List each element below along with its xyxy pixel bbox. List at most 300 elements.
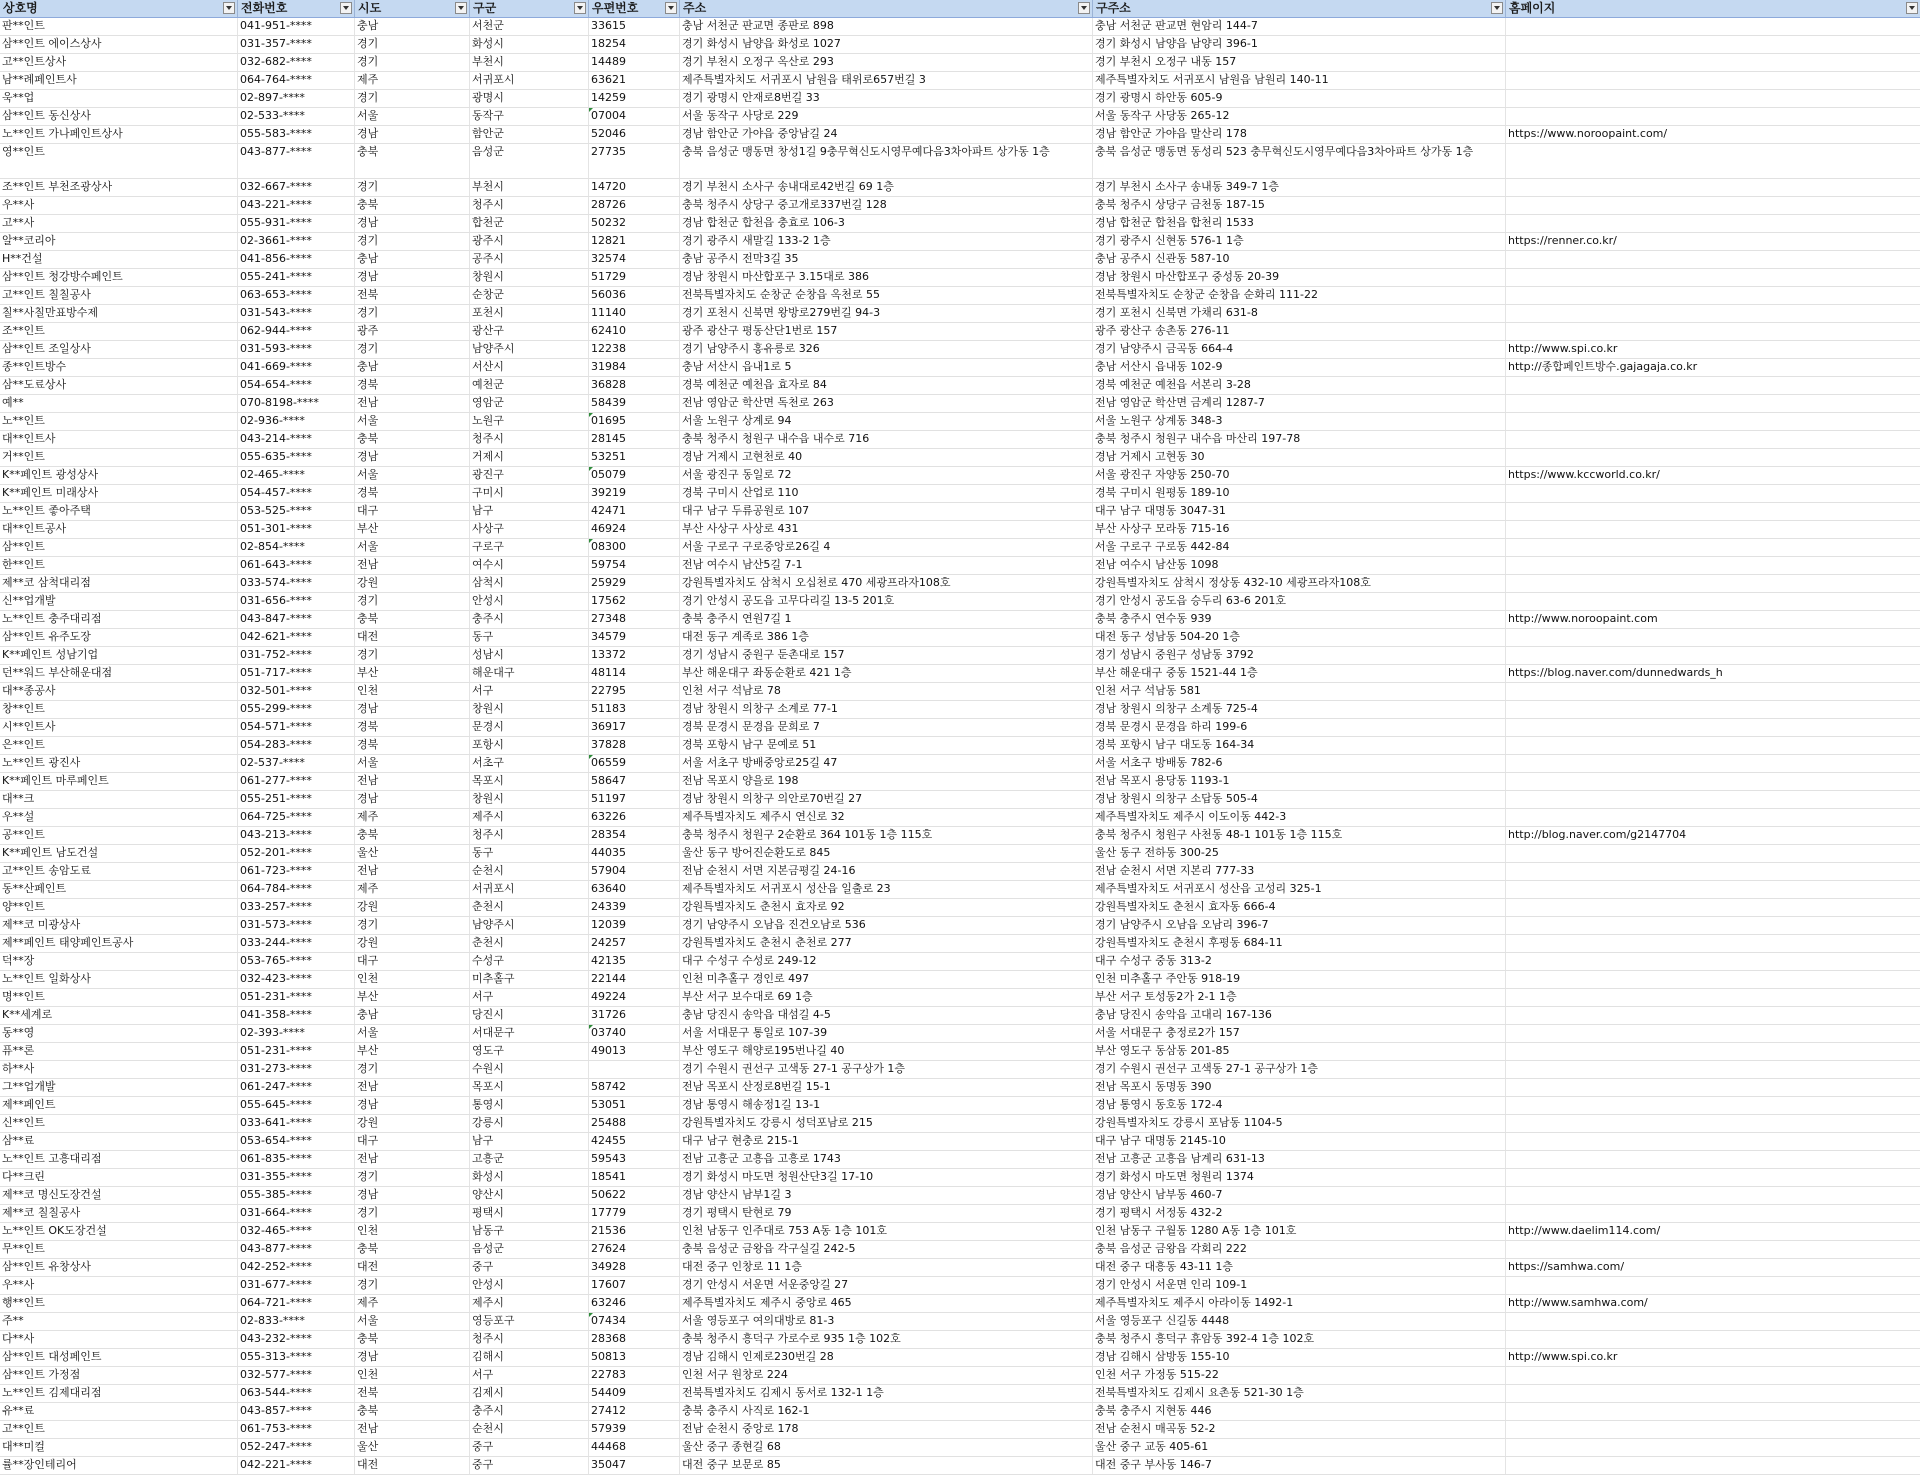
cell-postal-code[interactable]: 51729 <box>589 269 680 286</box>
cell-province[interactable]: 충북 <box>355 431 470 448</box>
cell-address[interactable]: 강원특별자치도 춘천시 춘천로 277 <box>680 935 1093 952</box>
cell-address[interactable]: 전남 여수시 남산5길 7-1 <box>680 557 1093 574</box>
cell-district[interactable]: 영암군 <box>470 395 589 412</box>
cell-homepage[interactable] <box>1506 449 1920 466</box>
cell-district[interactable]: 김해시 <box>470 1349 589 1366</box>
cell-province[interactable]: 부산 <box>355 989 470 1006</box>
cell-address[interactable]: 전남 영암군 학산면 독천로 263 <box>680 395 1093 412</box>
cell-homepage[interactable] <box>1506 395 1920 412</box>
cell-old-address[interactable]: 전남 여수시 남산동 1098 <box>1093 557 1506 574</box>
cell-phone[interactable]: 043-232-**** <box>238 1331 355 1348</box>
cell-postal-code[interactable]: 22783 <box>589 1367 680 1384</box>
cell-district[interactable]: 문경시 <box>470 719 589 736</box>
cell-district[interactable]: 중구 <box>470 1259 589 1276</box>
cell-postal-code[interactable]: 42135 <box>589 953 680 970</box>
cell-phone[interactable]: 02-537-**** <box>238 755 355 772</box>
cell-district[interactable]: 당진시 <box>470 1007 589 1024</box>
cell-homepage[interactable] <box>1506 485 1920 502</box>
cell-old-address[interactable]: 전북특별자치도 순창군 순창읍 순화리 111-22 <box>1093 287 1506 304</box>
cell-province[interactable]: 전남 <box>355 1151 470 1168</box>
cell-province[interactable]: 서울 <box>355 467 470 484</box>
cell-company-name[interactable]: 삼**인트 조일상사 <box>0 341 238 358</box>
cell-company-name[interactable]: 은**인트 <box>0 737 238 754</box>
cell-postal-code[interactable]: 58439 <box>589 395 680 412</box>
cell-province[interactable]: 대구 <box>355 1133 470 1150</box>
cell-phone[interactable]: 032-423-**** <box>238 971 355 988</box>
cell-address[interactable]: 경남 창원시 의창구 소계로 77-1 <box>680 701 1093 718</box>
cell-homepage[interactable] <box>1506 1025 1920 1042</box>
cell-district[interactable]: 제주시 <box>470 1295 589 1312</box>
cell-postal-code[interactable]: 13372 <box>589 647 680 664</box>
cell-company-name[interactable]: 삼**인트 청강방수페인트 <box>0 269 238 286</box>
cell-postal-code[interactable]: 35047 <box>589 1457 680 1474</box>
cell-province[interactable]: 대전 <box>355 1259 470 1276</box>
cell-district[interactable]: 부천시 <box>470 54 589 71</box>
cell-address[interactable]: 광주 광산구 평동산단1번로 157 <box>680 323 1093 340</box>
cell-company-name[interactable]: 신**인트 <box>0 1115 238 1132</box>
cell-postal-code[interactable]: 42455 <box>589 1133 680 1150</box>
cell-province[interactable]: 강원 <box>355 1115 470 1132</box>
cell-old-address[interactable]: 서울 구로구 구로동 442-84 <box>1093 539 1506 556</box>
cell-old-address[interactable]: 대전 중구 부사동 146-7 <box>1093 1457 1506 1474</box>
cell-province[interactable]: 경기 <box>355 233 470 250</box>
cell-province[interactable]: 인천 <box>355 1367 470 1384</box>
cell-address[interactable]: 경남 함안군 가야읍 중앙남길 24 <box>680 126 1093 143</box>
cell-homepage[interactable]: https://www.kccworld.co.kr/ <box>1508 468 1660 481</box>
cell-homepage[interactable] <box>1506 917 1920 934</box>
cell-company-name[interactable]: 동**산페인트 <box>0 881 238 898</box>
cell-province[interactable]: 서울 <box>355 413 470 430</box>
cell-homepage[interactable] <box>1506 1115 1920 1132</box>
filter-dropdown-icon[interactable] <box>1906 2 1918 14</box>
cell-homepage[interactable] <box>1506 1421 1920 1438</box>
cell-province[interactable]: 경기 <box>355 1205 470 1222</box>
cell-postal-code[interactable]: 25929 <box>589 575 680 592</box>
cell-homepage[interactable] <box>1506 144 1920 178</box>
cell-district[interactable]: 서구 <box>470 683 589 700</box>
cell-phone[interactable]: 053-654-**** <box>238 1133 355 1150</box>
cell-district[interactable]: 합천군 <box>470 215 589 232</box>
cell-postal-code[interactable]: 56036 <box>589 287 680 304</box>
cell-company-name[interactable]: 시**인트사 <box>0 719 238 736</box>
cell-address[interactable]: 충남 서산시 읍내1로 5 <box>680 359 1093 376</box>
cell-company-name[interactable]: 삼**인트 에이스상사 <box>0 36 238 53</box>
cell-phone[interactable]: 070-8198-**** <box>238 395 355 412</box>
cell-old-address[interactable]: 전남 목포시 동명동 390 <box>1093 1079 1506 1096</box>
cell-province[interactable]: 경기 <box>355 90 470 107</box>
cell-old-address[interactable]: 경북 구미시 원평동 189-10 <box>1093 485 1506 502</box>
cell-phone[interactable]: 031-273-**** <box>238 1061 355 1078</box>
cell-address[interactable]: 제주특별자치도 제주시 연신로 32 <box>680 809 1093 826</box>
cell-homepage[interactable]: http://종합페인트방수.gajagaja.co.kr <box>1508 360 1698 373</box>
cell-company-name[interactable]: 유**료 <box>0 1403 238 1420</box>
cell-company-name[interactable]: 삼**인트 동신상사 <box>0 108 238 125</box>
cell-address[interactable]: 전남 순천시 서면 지본금평길 24-16 <box>680 863 1093 880</box>
cell-district[interactable]: 수성구 <box>470 953 589 970</box>
cell-old-address[interactable]: 서울 서초구 방배동 782-6 <box>1093 755 1506 772</box>
cell-company-name[interactable]: 대**미컬 <box>0 1439 238 1456</box>
cell-postal-code[interactable]: 34928 <box>589 1259 680 1276</box>
cell-homepage[interactable] <box>1506 1385 1920 1402</box>
column-header-address[interactable] <box>680 0 1093 17</box>
cell-address[interactable]: 인천 서구 원창로 224 <box>680 1367 1093 1384</box>
cell-district[interactable]: 남동구 <box>470 1223 589 1240</box>
cell-postal-code[interactable]: 14259 <box>589 90 680 107</box>
cell-phone[interactable]: 031-357-**** <box>238 36 355 53</box>
cell-old-address[interactable]: 경기 광주시 신현동 576-1 1층 <box>1093 233 1506 250</box>
cell-old-address[interactable]: 대구 수성구 중동 313-2 <box>1093 953 1506 970</box>
cell-company-name[interactable]: 종**인트방수 <box>0 359 238 376</box>
cell-company-name[interactable]: 한**인트 <box>0 557 238 574</box>
cell-postal-code[interactable]: 14489 <box>589 54 680 71</box>
cell-homepage[interactable] <box>1506 377 1920 394</box>
cell-old-address[interactable]: 부산 서구 토성동2가 2-1 1층 <box>1093 989 1506 1006</box>
cell-homepage[interactable] <box>1506 269 1920 286</box>
cell-old-address[interactable]: 제주특별자치도 서귀포시 성산읍 고성리 325-1 <box>1093 881 1506 898</box>
cell-old-address[interactable]: 서울 서대문구 충정로2가 157 <box>1093 1025 1506 1042</box>
cell-province[interactable]: 부산 <box>355 521 470 538</box>
cell-homepage[interactable] <box>1506 431 1920 448</box>
cell-province[interactable]: 경남 <box>355 1097 470 1114</box>
cell-district[interactable]: 서구 <box>470 1367 589 1384</box>
filter-dropdown-icon[interactable] <box>1078 2 1090 14</box>
cell-postal-code[interactable]: 50813 <box>589 1349 680 1366</box>
cell-phone[interactable]: 032-682-**** <box>238 54 355 71</box>
cell-homepage[interactable] <box>1506 575 1920 592</box>
cell-postal-code[interactable]: 52046 <box>589 126 680 143</box>
cell-district[interactable]: 서구 <box>470 989 589 1006</box>
cell-address[interactable]: 충북 청주시 청원구 내수읍 내수로 716 <box>680 431 1093 448</box>
cell-old-address[interactable]: 전남 순천시 서면 지본리 777-33 <box>1093 863 1506 880</box>
cell-postal-code[interactable]: 53051 <box>589 1097 680 1114</box>
cell-homepage[interactable] <box>1506 1277 1920 1294</box>
cell-old-address[interactable]: 인천 미추홀구 주안동 918-19 <box>1093 971 1506 988</box>
cell-province[interactable]: 충남 <box>355 359 470 376</box>
cell-phone[interactable]: 055-299-**** <box>238 701 355 718</box>
cell-old-address[interactable]: 경기 성남시 중원구 성남동 3792 <box>1093 647 1506 664</box>
cell-old-address[interactable]: 서울 영등포구 신길동 4448 <box>1093 1313 1506 1330</box>
cell-old-address[interactable]: 대구 남구 대명동 2145-10 <box>1093 1133 1506 1150</box>
cell-address[interactable]: 전남 목포시 양을로 198 <box>680 773 1093 790</box>
cell-district[interactable]: 창원시 <box>470 791 589 808</box>
cell-old-address[interactable]: 충북 청주시 상당구 금천동 187-15 <box>1093 197 1506 214</box>
cell-province[interactable]: 충북 <box>355 1241 470 1258</box>
cell-company-name[interactable]: 우**사 <box>0 197 238 214</box>
cell-address[interactable]: 경북 포항시 남구 문예로 51 <box>680 737 1093 754</box>
cell-old-address[interactable]: 서울 노원구 상계동 348-3 <box>1093 413 1506 430</box>
cell-province[interactable]: 경기 <box>355 917 470 934</box>
cell-address[interactable]: 제주특별자치도 제주시 중앙로 465 <box>680 1295 1093 1312</box>
cell-postal-code[interactable]: 32574 <box>589 251 680 268</box>
cell-homepage[interactable] <box>1506 179 1920 196</box>
cell-homepage[interactable] <box>1506 413 1920 430</box>
cell-homepage[interactable] <box>1506 881 1920 898</box>
cell-company-name[interactable]: 하**사 <box>0 1061 238 1078</box>
column-header-district[interactable] <box>470 0 589 17</box>
cell-company-name[interactable]: 삼**도료상사 <box>0 377 238 394</box>
cell-company-name[interactable]: 대**크 <box>0 791 238 808</box>
cell-company-name[interactable]: 삼**인트 <box>0 539 238 556</box>
cell-address[interactable]: 경기 남양주시 오남읍 진건오남로 536 <box>680 917 1093 934</box>
cell-postal-code[interactable]: 63246 <box>589 1295 680 1312</box>
cell-address[interactable]: 경남 양산시 남부1길 3 <box>680 1187 1093 1204</box>
cell-province[interactable]: 경북 <box>355 719 470 736</box>
cell-company-name[interactable]: 삼**료 <box>0 1133 238 1150</box>
cell-postal-code[interactable]: 28726 <box>589 197 680 214</box>
cell-postal-code[interactable]: 44468 <box>589 1439 680 1456</box>
cell-postal-code[interactable]: 27624 <box>589 1241 680 1258</box>
cell-district[interactable]: 구미시 <box>470 485 589 502</box>
cell-district[interactable]: 청주시 <box>470 197 589 214</box>
cell-address[interactable]: 경기 화성시 마도면 청원산단3길 17-10 <box>680 1169 1093 1186</box>
cell-province[interactable]: 경기 <box>355 1061 470 1078</box>
cell-address[interactable]: 대구 남구 두류공원로 107 <box>680 503 1093 520</box>
column-header-company-name[interactable] <box>0 0 238 17</box>
cell-province[interactable]: 충북 <box>355 827 470 844</box>
cell-postal-code[interactable]: 49224 <box>589 989 680 1006</box>
cell-province[interactable]: 경기 <box>355 1277 470 1294</box>
cell-postal-code[interactable]: 59543 <box>589 1151 680 1168</box>
cell-company-name[interactable]: 조**인트 <box>0 323 238 340</box>
cell-postal-code[interactable]: 31984 <box>589 359 680 376</box>
cell-postal-code[interactable]: 62410 <box>589 323 680 340</box>
cell-district[interactable]: 광명시 <box>470 90 589 107</box>
cell-old-address[interactable]: 충남 서천군 판교면 현암리 144-7 <box>1093 18 1506 35</box>
cell-phone[interactable]: 043-847-**** <box>238 611 355 628</box>
cell-district[interactable]: 창원시 <box>470 701 589 718</box>
cell-old-address[interactable]: 충북 청주시 흥덕구 휴암동 392-4 1층 102호 <box>1093 1331 1506 1348</box>
cell-postal-code[interactable]: 57904 <box>589 863 680 880</box>
cell-homepage[interactable] <box>1506 1403 1920 1420</box>
cell-homepage[interactable] <box>1506 719 1920 736</box>
cell-homepage[interactable] <box>1506 935 1920 952</box>
cell-address[interactable]: 서울 노원구 상계로 94 <box>680 413 1093 430</box>
cell-old-address[interactable]: 충북 음성군 금왕읍 각회리 222 <box>1093 1241 1506 1258</box>
cell-old-address[interactable]: 경기 부천시 소사구 송내동 349-7 1층 <box>1093 179 1506 196</box>
cell-district[interactable]: 화성시 <box>470 36 589 53</box>
cell-address[interactable]: 경기 성남시 중원구 둔촌대로 157 <box>680 647 1093 664</box>
cell-phone[interactable]: 052-201-**** <box>238 845 355 862</box>
cell-phone[interactable]: 055-241-**** <box>238 269 355 286</box>
cell-postal-code[interactable]: 24257 <box>589 935 680 952</box>
cell-homepage[interactable] <box>1506 305 1920 322</box>
cell-homepage[interactable] <box>1506 1457 1920 1474</box>
cell-homepage[interactable] <box>1506 54 1920 71</box>
filter-dropdown-icon[interactable] <box>455 2 467 14</box>
cell-district[interactable]: 동구 <box>470 629 589 646</box>
cell-homepage[interactable] <box>1506 1205 1920 1222</box>
cell-postal-code[interactable]: 59754 <box>589 557 680 574</box>
cell-phone[interactable]: 064-764-**** <box>238 72 355 89</box>
cell-address[interactable]: 제주특별자치도 서귀포시 성산읍 일출로 23 <box>680 881 1093 898</box>
cell-old-address[interactable]: 인천 서구 가정동 515-22 <box>1093 1367 1506 1384</box>
cell-district[interactable]: 청주시 <box>470 1331 589 1348</box>
cell-province[interactable]: 경기 <box>355 1169 470 1186</box>
cell-address[interactable]: 인천 서구 석남로 78 <box>680 683 1093 700</box>
cell-province[interactable]: 부산 <box>355 1043 470 1060</box>
cell-postal-code[interactable]: 25488 <box>589 1115 680 1132</box>
cell-district[interactable]: 음성군 <box>470 1241 589 1258</box>
cell-phone[interactable]: 033-641-**** <box>238 1115 355 1132</box>
cell-old-address[interactable]: 부산 영도구 동삼동 201-85 <box>1093 1043 1506 1060</box>
cell-district[interactable]: 청주시 <box>470 827 589 844</box>
cell-company-name[interactable]: 노**인트 일화상사 <box>0 971 238 988</box>
cell-old-address[interactable]: 경기 화성시 마도면 청원리 1374 <box>1093 1169 1506 1186</box>
cell-phone[interactable]: 052-247-**** <box>238 1439 355 1456</box>
cell-district[interactable]: 함안군 <box>470 126 589 143</box>
cell-company-name[interactable]: H**건설 <box>0 251 238 268</box>
cell-province[interactable]: 전남 <box>355 773 470 790</box>
cell-old-address[interactable]: 경남 함안군 가야읍 말산리 178 <box>1093 126 1506 143</box>
cell-address[interactable]: 경기 광주시 새말길 133-2 1층 <box>680 233 1093 250</box>
cell-company-name[interactable]: 던**워드 부산해운대점 <box>0 665 238 682</box>
cell-phone[interactable]: 031-593-**** <box>238 341 355 358</box>
cell-phone[interactable]: 031-543-**** <box>238 305 355 322</box>
cell-old-address[interactable]: 경북 예천군 예천읍 서본리 3-28 <box>1093 377 1506 394</box>
cell-phone[interactable]: 043-857-**** <box>238 1403 355 1420</box>
cell-phone[interactable]: 061-247-**** <box>238 1079 355 1096</box>
cell-address[interactable]: 대전 중구 인창로 11 1층 <box>680 1259 1093 1276</box>
cell-homepage[interactable] <box>1506 1133 1920 1150</box>
cell-homepage[interactable] <box>1506 1151 1920 1168</box>
cell-address[interactable]: 경기 안성시 공도읍 고무다리길 13-5 201호 <box>680 593 1093 610</box>
cell-homepage[interactable] <box>1506 1241 1920 1258</box>
cell-company-name[interactable]: K**페인트 미래상사 <box>0 485 238 502</box>
cell-company-name[interactable]: 영**인트 <box>0 144 238 178</box>
cell-postal-code[interactable]: 12039 <box>589 917 680 934</box>
cell-district[interactable]: 남양주시 <box>470 341 589 358</box>
cell-phone[interactable]: 042-621-**** <box>238 629 355 646</box>
cell-district[interactable]: 사상구 <box>470 521 589 538</box>
cell-province[interactable]: 대구 <box>355 503 470 520</box>
cell-address[interactable]: 부산 영도구 해양로195번나길 40 <box>680 1043 1093 1060</box>
cell-phone[interactable]: 02-3661-**** <box>238 233 355 250</box>
cell-homepage[interactable]: https://blog.naver.com/dunnedwards_h <box>1508 666 1723 679</box>
cell-old-address[interactable]: 경남 합천군 합천읍 합천리 1533 <box>1093 215 1506 232</box>
cell-company-name[interactable]: K**페인트 광성상사 <box>0 467 238 484</box>
cell-company-name[interactable]: 주** <box>0 1313 238 1330</box>
cell-district[interactable]: 안성시 <box>470 593 589 610</box>
cell-district[interactable]: 안성시 <box>470 1277 589 1294</box>
cell-address[interactable]: 전북특별자치도 순창군 순창읍 옥천로 55 <box>680 287 1093 304</box>
cell-phone[interactable]: 032-577-**** <box>238 1367 355 1384</box>
cell-company-name[interactable]: 노**인트 충주대리점 <box>0 611 238 628</box>
cell-phone[interactable]: 051-301-**** <box>238 521 355 538</box>
cell-province[interactable]: 경기 <box>355 36 470 53</box>
cell-old-address[interactable]: 경기 부천시 오정구 내동 157 <box>1093 54 1506 71</box>
cell-phone[interactable]: 062-944-**** <box>238 323 355 340</box>
cell-address[interactable]: 제주특별자치도 서귀포시 남원읍 태위로657번길 3 <box>680 72 1093 89</box>
cell-address[interactable]: 경남 통영시 해송정1길 13-1 <box>680 1097 1093 1114</box>
cell-address[interactable]: 강원특별자치도 강릉시 성덕포남로 215 <box>680 1115 1093 1132</box>
cell-district[interactable]: 춘천시 <box>470 935 589 952</box>
cell-postal-code[interactable]: 34579 <box>589 629 680 646</box>
cell-address[interactable]: 서울 서초구 방배중앙로25길 47 <box>680 755 1093 772</box>
column-header-postal-code[interactable] <box>589 0 680 17</box>
cell-postal-code[interactable]: 27348 <box>589 611 680 628</box>
cell-address[interactable]: 경기 광명시 안재로8번길 33 <box>680 90 1093 107</box>
cell-district[interactable]: 노원구 <box>470 413 589 430</box>
cell-province[interactable]: 인천 <box>355 683 470 700</box>
cell-company-name[interactable]: 제**페인트 <box>0 1097 238 1114</box>
cell-company-name[interactable]: 고**인트 칠칠공사 <box>0 287 238 304</box>
cell-old-address[interactable]: 경기 포천시 신북면 가채리 631-8 <box>1093 305 1506 322</box>
cell-province[interactable]: 제주 <box>355 881 470 898</box>
cell-old-address[interactable]: 서울 동작구 사당동 265-12 <box>1093 108 1506 125</box>
cell-phone[interactable]: 042-221-**** <box>238 1457 355 1474</box>
cell-postal-code[interactable]: 22795 <box>589 683 680 700</box>
cell-homepage[interactable] <box>1506 647 1920 664</box>
cell-province[interactable]: 경남 <box>355 791 470 808</box>
cell-homepage[interactable]: https://renner.co.kr/ <box>1508 234 1617 247</box>
cell-phone[interactable]: 054-283-**** <box>238 737 355 754</box>
cell-postal-code[interactable]: 39219 <box>589 485 680 502</box>
cell-old-address[interactable]: 충남 서산시 읍내동 102-9 <box>1093 359 1506 376</box>
cell-homepage[interactable] <box>1506 215 1920 232</box>
cell-district[interactable]: 광산구 <box>470 323 589 340</box>
cell-province[interactable]: 부산 <box>355 665 470 682</box>
cell-homepage[interactable] <box>1506 1439 1920 1456</box>
cell-phone[interactable]: 061-723-**** <box>238 863 355 880</box>
cell-address[interactable]: 강원특별자치도 삼척시 오십천로 470 세광프라자108호 <box>680 575 1093 592</box>
cell-province[interactable]: 서울 <box>355 1313 470 1330</box>
cell-district[interactable]: 미추홀구 <box>470 971 589 988</box>
cell-postal-code[interactable]: 57939 <box>589 1421 680 1438</box>
cell-company-name[interactable]: 고**인트상사 <box>0 54 238 71</box>
cell-postal-code[interactable]: 54409 <box>589 1385 680 1402</box>
cell-province[interactable]: 제주 <box>355 1295 470 1312</box>
cell-homepage[interactable]: http://www.spi.co.kr <box>1508 1350 1618 1363</box>
cell-homepage[interactable] <box>1506 989 1920 1006</box>
cell-phone[interactable]: 043-214-**** <box>238 431 355 448</box>
cell-province[interactable]: 강원 <box>355 935 470 952</box>
cell-province[interactable]: 제주 <box>355 72 470 89</box>
cell-address[interactable]: 경북 문경시 문경읍 문희로 7 <box>680 719 1093 736</box>
cell-company-name[interactable]: 노**인트 가나페인트상사 <box>0 126 238 143</box>
cell-company-name[interactable]: K**페인트 남도건설 <box>0 845 238 862</box>
cell-company-name[interactable]: 명**인트 <box>0 989 238 1006</box>
cell-company-name[interactable]: 판**인트 <box>0 18 238 35</box>
cell-district[interactable]: 구로구 <box>470 539 589 556</box>
cell-phone[interactable]: 032-465-**** <box>238 1223 355 1240</box>
cell-district[interactable]: 강릉시 <box>470 1115 589 1132</box>
cell-postal-code[interactable]: 12821 <box>589 233 680 250</box>
cell-province[interactable]: 경북 <box>355 485 470 502</box>
cell-address[interactable]: 경기 부천시 소사구 송내대로42번길 69 1층 <box>680 179 1093 196</box>
cell-postal-code[interactable]: 42471 <box>589 503 680 520</box>
cell-province[interactable]: 경북 <box>355 377 470 394</box>
cell-company-name[interactable]: 창**인트 <box>0 701 238 718</box>
cell-homepage[interactable] <box>1506 629 1920 646</box>
cell-homepage[interactable] <box>1506 90 1920 107</box>
cell-company-name[interactable]: 제**코 삼척대리점 <box>0 575 238 592</box>
cell-old-address[interactable]: 경기 남양주시 금곡동 664-4 <box>1093 341 1506 358</box>
cell-province[interactable]: 경남 <box>355 215 470 232</box>
cell-province[interactable]: 경기 <box>355 54 470 71</box>
cell-postal-code[interactable]: 17779 <box>589 1205 680 1222</box>
cell-postal-code[interactable]: 36828 <box>589 377 680 394</box>
cell-homepage[interactable]: https://www.noroopaint.com/ <box>1508 127 1668 140</box>
cell-phone[interactable]: 032-501-**** <box>238 683 355 700</box>
cell-company-name[interactable]: 률**장인테리어 <box>0 1457 238 1474</box>
cell-old-address[interactable]: 경남 양산시 남부동 460-7 <box>1093 1187 1506 1204</box>
cell-province[interactable]: 경남 <box>355 449 470 466</box>
column-header-province[interactable] <box>355 0 470 17</box>
cell-district[interactable]: 양산시 <box>470 1187 589 1204</box>
cell-old-address[interactable]: 경남 창원시 의창구 소계동 725-4 <box>1093 701 1506 718</box>
cell-company-name[interactable]: 노**인트 광진사 <box>0 755 238 772</box>
cell-homepage[interactable] <box>1506 1187 1920 1204</box>
